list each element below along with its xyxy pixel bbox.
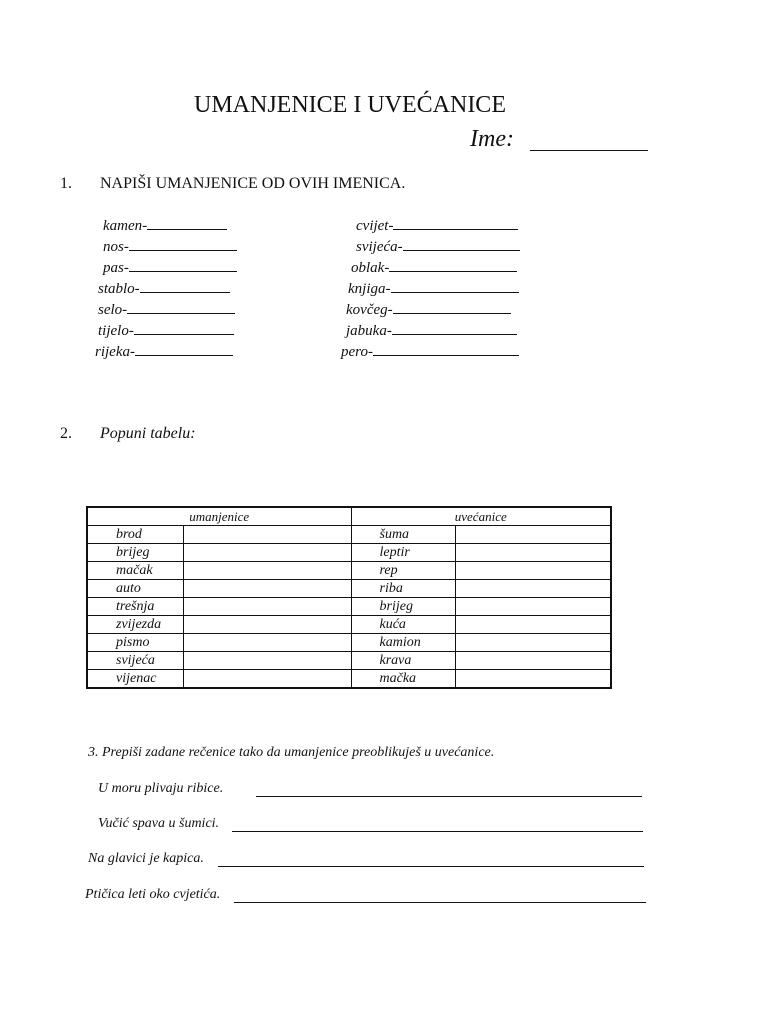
answer-cell[interactable]	[455, 634, 611, 652]
answer-line[interactable]	[129, 258, 237, 272]
answer-line[interactable]	[134, 321, 234, 335]
answer-line[interactable]	[234, 890, 646, 903]
answer-line[interactable]	[135, 342, 233, 356]
answer-line[interactable]	[129, 237, 237, 251]
word-row: stablo-	[98, 279, 230, 298]
answer-cell[interactable]	[183, 670, 351, 689]
word-row: pero-	[341, 342, 519, 361]
name-field[interactable]	[530, 150, 648, 151]
answer-cell[interactable]	[455, 544, 611, 562]
answer-line[interactable]	[373, 342, 519, 356]
sentence-row	[85, 887, 220, 903]
word-row: pas-	[103, 258, 237, 277]
answer-line[interactable]	[147, 216, 227, 230]
table-row	[87, 526, 611, 544]
answer-cell[interactable]	[183, 526, 351, 544]
answer-line[interactable]	[140, 279, 230, 293]
table-word: mačka	[351, 670, 455, 689]
answer-line[interactable]	[403, 237, 520, 251]
answer-cell[interactable]	[455, 670, 611, 689]
sentence-row	[88, 851, 204, 867]
word-row: nos-	[103, 237, 237, 256]
table-header-row	[87, 507, 611, 526]
table-word: kamion	[351, 634, 455, 652]
task1-instruction: NAPIŠI UMANJENICE OD OVIH IMENICA.	[100, 175, 406, 192]
sentence-row	[98, 816, 219, 832]
answer-cell[interactable]	[455, 526, 611, 544]
answer-cell[interactable]	[183, 652, 351, 670]
answer-line[interactable]	[392, 321, 517, 335]
word-row: kovčeg-	[346, 300, 511, 319]
answer-cell[interactable]	[455, 562, 611, 580]
answer-line[interactable]	[393, 300, 511, 314]
table-word: auto	[87, 580, 183, 598]
table-word: brijeg	[87, 544, 183, 562]
answer-line[interactable]	[391, 279, 519, 293]
task2-instruction: Popuni tabelu:	[100, 425, 196, 442]
answer-line[interactable]	[127, 300, 235, 314]
word-row: rijeka-	[95, 342, 233, 361]
word-row: svijeća-	[356, 237, 520, 256]
table-word: trešnja	[87, 598, 183, 616]
answer-line[interactable]	[218, 854, 644, 867]
table-row	[87, 670, 611, 689]
table-row	[87, 634, 611, 652]
table-word: šuma	[351, 526, 455, 544]
column-header: umanjenice	[87, 507, 351, 526]
table-word: pismo	[87, 634, 183, 652]
answer-cell[interactable]	[455, 580, 611, 598]
sentence-text: U moru plivaju ribice.	[98, 781, 224, 796]
word-row: knjiga-	[348, 279, 519, 298]
word-row: selo-	[98, 300, 235, 319]
word-row: tijelo-	[98, 321, 234, 340]
word-row: jabuka-	[346, 321, 517, 340]
task1-number: 1.	[60, 175, 72, 192]
table-word: krava	[351, 652, 455, 670]
sentence-text: Ptičica leti oko cvjetića.	[85, 887, 221, 902]
word-row: oblak-	[351, 258, 517, 277]
answer-cell[interactable]	[183, 598, 351, 616]
answer-cell[interactable]	[183, 634, 351, 652]
table-row	[87, 616, 611, 634]
word-row: kamen-	[103, 216, 227, 235]
table-word: svijeća	[87, 652, 183, 670]
answer-cell[interactable]	[183, 544, 351, 562]
table-word: vijenac	[87, 670, 183, 689]
table-row	[87, 598, 611, 616]
page-title: UMANJENICE I UVEĆANICE	[194, 92, 506, 118]
answer-cell[interactable]	[183, 562, 351, 580]
table-word: kuća	[351, 616, 455, 634]
table-word: rep	[351, 562, 455, 580]
answer-cell[interactable]	[455, 598, 611, 616]
sentence-text: Vučić spava u šumici.	[98, 816, 220, 831]
task3-instruction: 3. Prepiši zadane rečenice tako da umanjenice preoblikuješ u uvećanice.	[88, 745, 495, 760]
table-word: leptir	[351, 544, 455, 562]
word-row: cvijet-	[356, 216, 518, 235]
table-row	[87, 544, 611, 562]
column-header: uvećanice	[351, 507, 611, 526]
answer-cell[interactable]	[455, 616, 611, 634]
task2-number: 2.	[60, 425, 72, 442]
answer-cell[interactable]	[183, 616, 351, 634]
table-row	[87, 562, 611, 580]
table-word: brod	[87, 526, 183, 544]
table-row	[87, 652, 611, 670]
answer-line[interactable]	[389, 258, 517, 272]
answer-line[interactable]	[256, 784, 642, 797]
table-word: brijeg	[351, 598, 455, 616]
table-row	[87, 580, 611, 598]
table-word: mačak	[87, 562, 183, 580]
answer-line[interactable]	[393, 216, 518, 230]
fill-table	[86, 506, 612, 689]
name-label: Ime:	[470, 126, 514, 152]
answer-cell[interactable]	[455, 652, 611, 670]
sentence-row	[98, 781, 223, 797]
sentence-text: Na glavici je kapica.	[88, 851, 204, 866]
table-word: zvijezda	[87, 616, 183, 634]
answer-cell[interactable]	[183, 580, 351, 598]
answer-line[interactable]	[232, 819, 643, 832]
table-word: riba	[351, 580, 455, 598]
